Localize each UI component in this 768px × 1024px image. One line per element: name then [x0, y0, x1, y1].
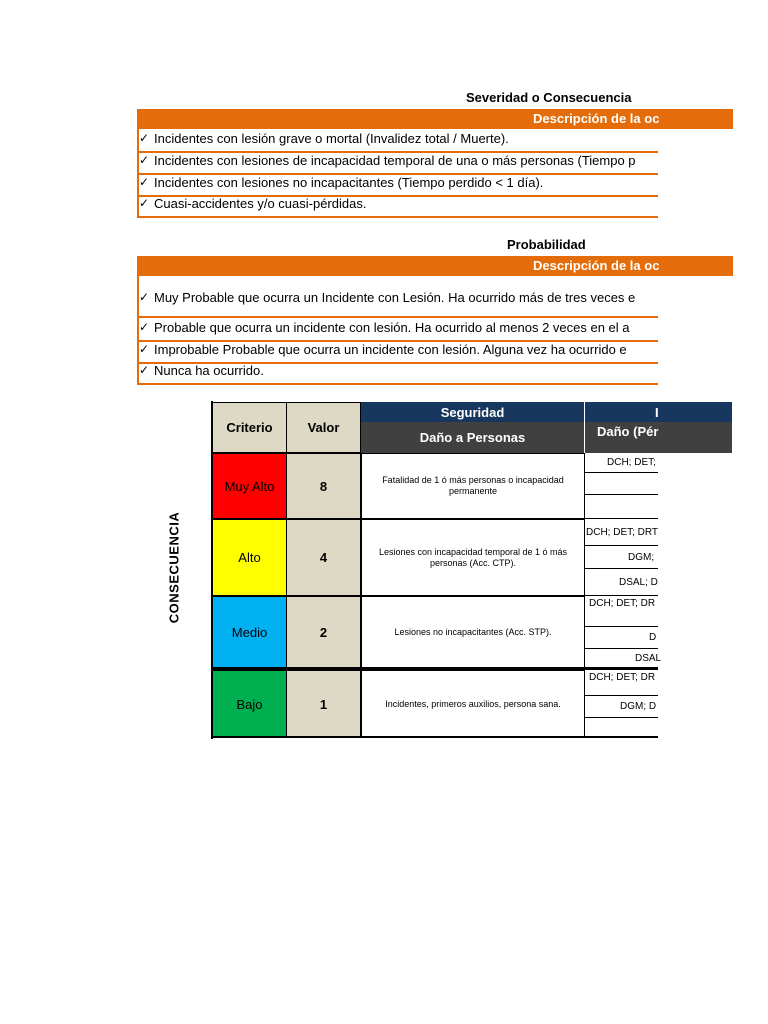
desc-muy-alto: Fatalidad de 1 ó más personas o incapacidad permanente [361, 453, 585, 519]
criterio-bajo: Bajo [212, 670, 287, 738]
consecuencia-side-label: CONSECUENCIA [166, 511, 182, 624]
sub-muy-alto-1 [584, 473, 658, 495]
sub-alto-2: DSAL; D [584, 569, 658, 596]
probability-item-text: Nunca ha ocurrido. [154, 363, 264, 378]
matrix-left-border [211, 401, 213, 739]
sub-alto-0: DCH; DET; DRT [584, 519, 658, 546]
valor-alto: 4 [286, 519, 361, 596]
col-header-criterio: Criterio [212, 402, 287, 453]
sub-bajo-0: DCH; DET; DR [584, 670, 658, 696]
severity-title: Severidad o Consecuencia [466, 90, 632, 105]
probability-title: Probabilidad [507, 237, 586, 252]
severity-item-3 [137, 196, 658, 218]
severity-item-0 [137, 131, 658, 153]
sub-medio-0: DCH; DET; DR [584, 596, 658, 627]
probability-header-label: Descripción de la oc [533, 258, 660, 273]
matrix-bottom-border [211, 736, 658, 738]
probability-item-1 [137, 320, 658, 342]
col-header-next-group: I [585, 402, 732, 422]
valor-bajo: 1 [286, 670, 361, 738]
check-icon: ✓ [139, 290, 150, 304]
probability-item-text: Probable que ocurra un incidente con lesión. Ha ocurrido al menos 2 veces en el a [154, 320, 630, 335]
criterio-medio: Medio [212, 596, 287, 669]
col-header-dano-personas: Daño a Personas [361, 422, 584, 453]
col-header-dano-perdidas: Daño (Pér [585, 422, 732, 453]
check-icon: ✓ [139, 153, 150, 167]
check-icon: ✓ [139, 175, 150, 189]
check-icon: ✓ [139, 363, 150, 377]
probability-item-0 [137, 278, 658, 318]
col-header-seguridad: Seguridad [361, 402, 584, 422]
check-icon: ✓ [139, 342, 150, 356]
probability-item-2 [137, 342, 658, 364]
sub-bajo-1: DGM; D [584, 696, 658, 718]
sub-muy-alto-0: DCH; DET; [584, 453, 658, 473]
severity-header-label: Descripción de la oc [533, 111, 660, 126]
sub-alto-1: DGM; [584, 546, 658, 569]
sub-medio-1: D [584, 627, 658, 649]
desc-medio: Lesiones no incapacitantes (Acc. STP). [361, 596, 585, 669]
probability-header-bar [137, 256, 733, 276]
sub-muy-alto-2 [584, 495, 658, 519]
check-icon: ✓ [139, 320, 150, 334]
probability-item-text: Muy Probable que ocurra un Incidente con Lesión. Ha ocurrido más de tres veces e [154, 290, 636, 305]
severity-header-bar [137, 109, 733, 129]
severity-item-text: Cuasi-accidentes y/o cuasi-pérdidas. [154, 196, 367, 211]
probability-item-text: Improbable Probable que ocurra un incidente con lesión. Alguna vez ha ocurrido e [154, 342, 627, 357]
col-header-valor: Valor [286, 402, 361, 453]
desc-alto: Lesiones con incapacidad temporal de 1 ó más personas (Acc. CTP). [361, 519, 585, 596]
severity-item-text: Incidentes con lesiones no incapacitantes (Tiempo perdido < 1 día). [154, 175, 544, 190]
valor-muy-alto: 8 [286, 453, 361, 519]
severity-item-2 [137, 175, 658, 197]
severity-item-text: Incidentes con lesión grave o mortal (Invalidez total / Muerte). [154, 131, 509, 146]
probability-item-3 [137, 363, 658, 385]
severity-item-1 [137, 153, 658, 175]
criterio-alto: Alto [212, 519, 287, 596]
criterio-muy-alto: Muy Alto [212, 453, 287, 519]
check-icon: ✓ [139, 196, 150, 210]
valor-medio: 2 [286, 596, 361, 669]
sub-medio-2: DSAL [584, 649, 658, 669]
desc-bajo: Incidentes, primeros auxilios, persona sana. [361, 670, 585, 738]
sub-bajo-2 [584, 718, 658, 738]
check-icon: ✓ [139, 131, 150, 145]
severity-item-text: Incidentes con lesiones de incapacidad temporal de una o más personas (Tiempo p [154, 153, 636, 168]
